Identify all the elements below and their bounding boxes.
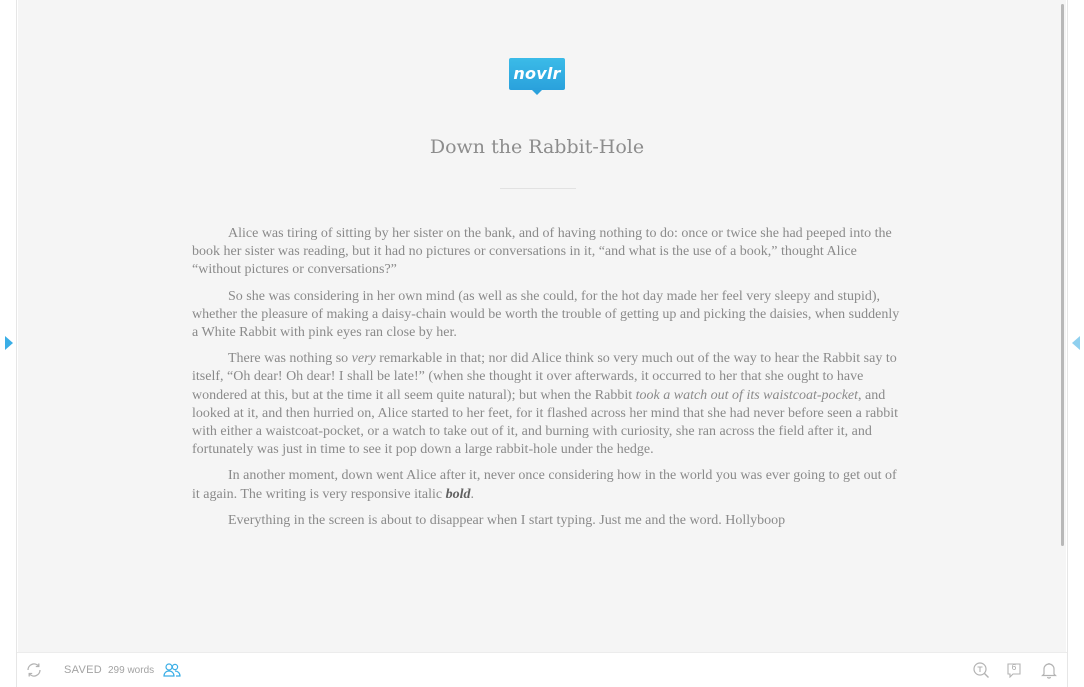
users-icon[interactable] — [163, 662, 181, 678]
paragraph[interactable] — [192, 512, 904, 530]
paragraph-text: In another moment, down went Alice after it, never once considering how in the world you was ever going to get out of it again. The writing is very responsive italic — [192, 468, 897, 502]
title-divider — [500, 188, 576, 189]
scrollbar[interactable] — [1061, 4, 1064, 546]
logo-text: novlr — [513, 64, 561, 83]
paragraph-text: . — [470, 486, 475, 502]
paragraph-text: Everything in the screen is about to disappear when I start typing. Just me and the word. Hollyboop — [228, 512, 786, 528]
review-icon[interactable] — [972, 661, 990, 679]
right-panel-toggle[interactable] — [1067, 0, 1084, 687]
save-status: SAVED — [64, 664, 102, 676]
comments-count: 6 — [1011, 663, 1017, 672]
bell-icon[interactable] — [1040, 661, 1058, 679]
left-panel-toggle[interactable] — [0, 0, 17, 687]
paragraph-text: So she was considering in her own mind (as well as she could, for the hot day made her feel very sleepy and stupid), whether the pleasure of making a daisy-chain would be worth the trouble of getting up and picking the daisies, when suddenly a White Rabbit with pink eyes ran close by her. — [192, 288, 900, 341]
paragraph-text: remarkable in that; nor did Alice think so very much out of the way to hear the Rabbit say to itself, “Oh dear! Oh dear! I shall be late!” (when she thought it over afterwards, it occurred to her that she ought to have wondered at this, but at the time it all seem quite natural); but when the Rabbit — [192, 351, 897, 403]
status-bar — [17, 652, 1067, 687]
italic-text: very — [351, 351, 376, 367]
paragraph[interactable] — [192, 288, 904, 343]
paragraph[interactable] — [192, 350, 904, 459]
novlr-logo — [509, 58, 565, 96]
word-count: 299 words — [108, 665, 155, 676]
paragraph[interactable] — [192, 467, 904, 503]
sync-icon[interactable] — [25, 661, 43, 679]
chapter-text[interactable] — [192, 225, 904, 538]
italic-text: took a watch out of its waistcoat-pocket — [635, 387, 859, 403]
right-arrow-icon[interactable] — [1072, 336, 1080, 350]
paragraph-text: Alice was tiring of sitting by her sister on the bank, and of having nothing to do: once or twice she had peeped into the book her sister was reading, but it had no pictures or conversations in it, “and what is the use of a book,” thought Alice “without pictures or conversations?” — [192, 226, 892, 278]
paragraph-text: , and looked at it, and then hurried on, Alice started to her feet, for it flashed across her mind that she had never before seen a rabbit with either a waistcoat-pocket, or a watch to take out of it, and burning with curiosity, she ran across the field after it, and fortunately was just in time to see it pop down a large rabbit-hole under the hedge. — [192, 387, 898, 458]
editor-area[interactable] — [18, 0, 1066, 652]
chapter-title[interactable]: Down the Rabbit-Hole — [429, 136, 645, 158]
bold-italic-text: bold — [445, 486, 471, 502]
paragraph[interactable] — [192, 225, 904, 280]
paragraph-text: There was nothing so — [228, 351, 352, 367]
left-arrow-icon[interactable] — [5, 336, 13, 350]
